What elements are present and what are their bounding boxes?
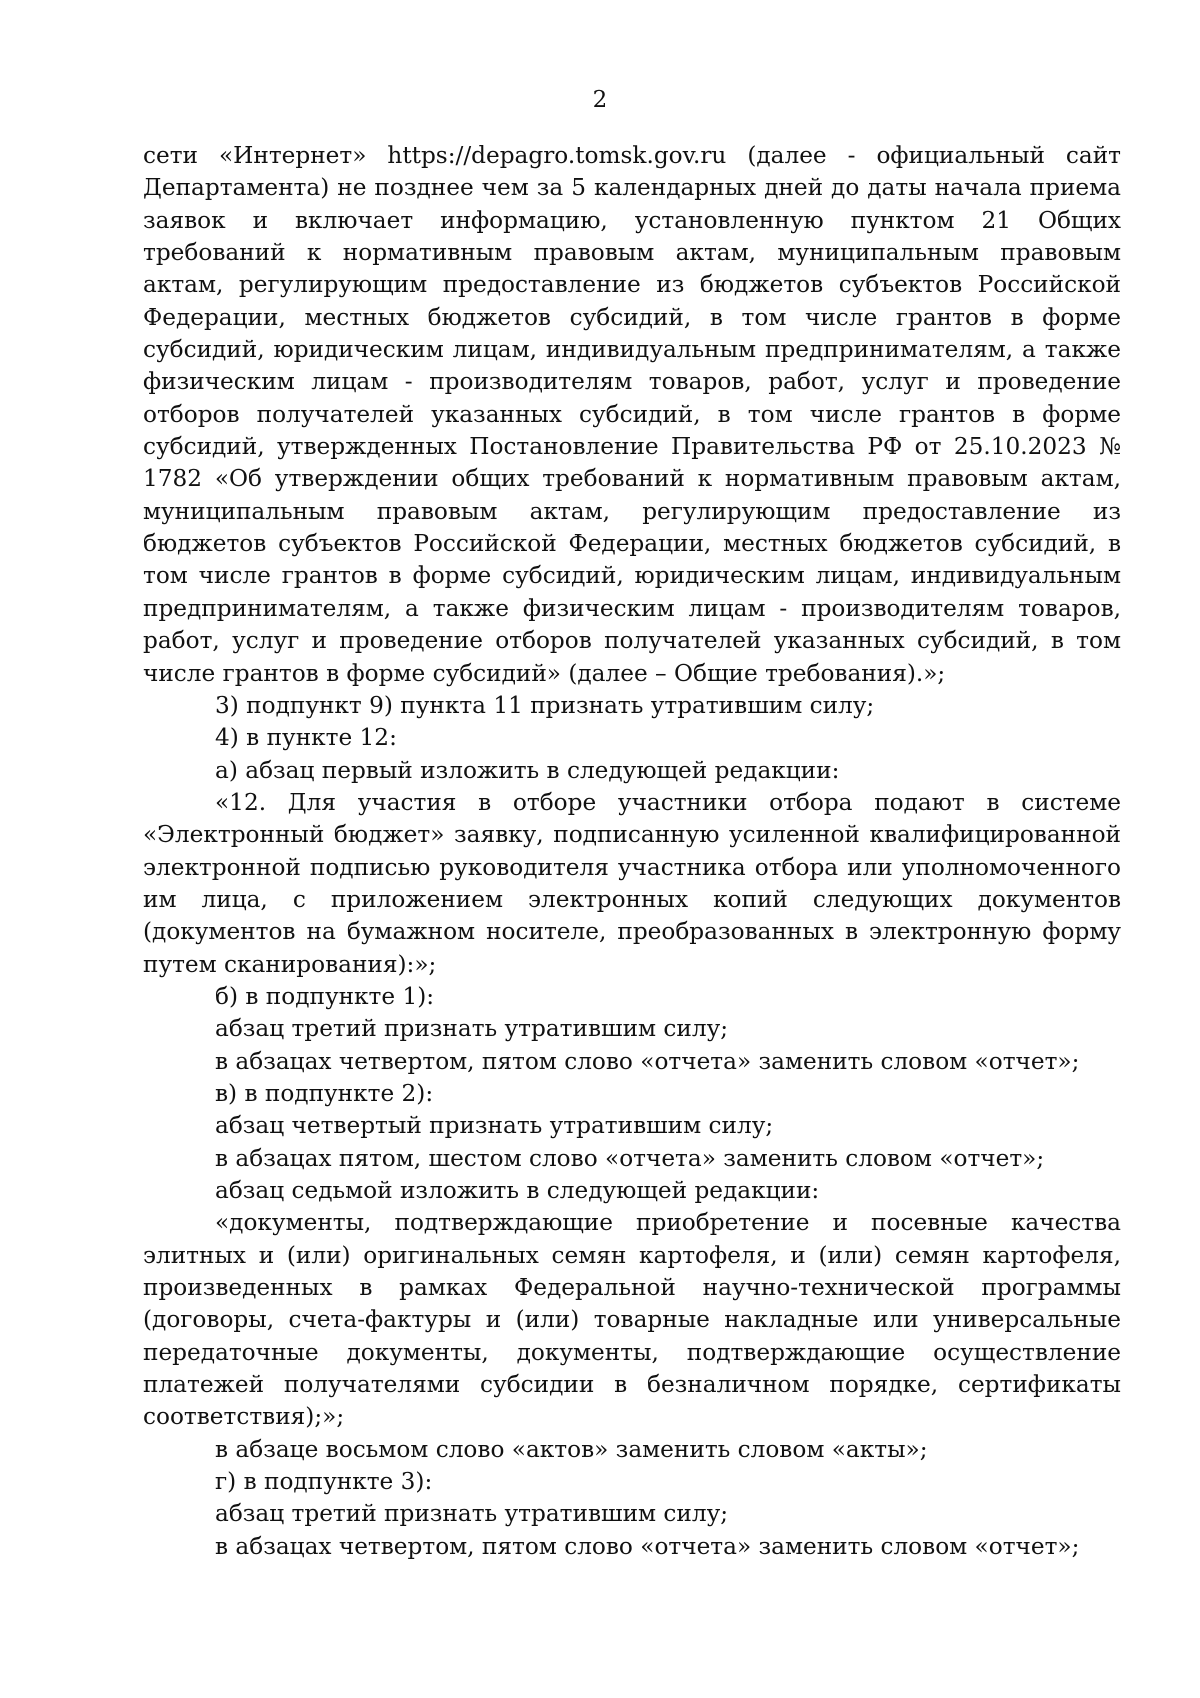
paragraph: сети «Интернет» https://depagro.tomsk.gov.ru (далее - официальный сайт Департамента) не позднее чем за 5 календарных дней до даты начала приема заявок и включает информацию, установленную пунктом 21 Общих требований к нормативным правовым актам, муниципальным правовым актам, регулирующим предоставление из бюджетов субъектов Российской Федерации, местных бюджетов субсидий, в том числе грантов в форме субсидий, юридическим лицам, индивидуальным предпринимателям, а также физическим лицам - производителям товаров, работ, услуг и проведение отборов получателей указанных субсидий, в том числе грантов в форме субсидий, утвержденных Постановление Правительства РФ от 25.10.2023 № 1782 «Об утверждении общих требований к нормативным правовым актам, муниципальным правовым актам, регулирующим предоставление из бюджетов субъектов Российской Федерации, местных бюджетов субсидий, в том числе грантов в форме субсидий, юридическим лицам, индивидуальным предпринимателям, а также физическим лицам - производителям товаров, работ, услуг и проведение отборов получателей указанных субсидий, в том числе грантов в форме субсидий» (далее – Общие требования).»; bbox=[143, 142, 1121, 687]
paragraph: 4) в пункте 12: bbox=[215, 724, 397, 752]
document-body bbox=[143, 140, 1121, 1563]
page-number: 2 bbox=[592, 87, 608, 113]
paragraph: в абзацах четвертом, пятом слово «отчета» заменить словом «отчет»; bbox=[215, 1047, 1080, 1075]
paragraph: абзац третий признать утратившим силу; bbox=[215, 1500, 729, 1528]
paragraph: «документы, подтверждающие приобретение и посевные качества элитных и (или) оригинальных семян картофеля, и (или) семян картофеля, произведенных в рамках Федеральной научно-технической программы (договоры, счета-фактуры и (или) товарные накладные или универсальные передаточные документы, документы, подтверждающие осуществление платежей получателями субсидии в безналичном порядке, сертификаты соответствия);»; bbox=[143, 1209, 1121, 1431]
paragraph: б) в подпункте 1): bbox=[215, 982, 435, 1010]
paragraph: в абзацах четвертом, пятом слово «отчета» заменить словом «отчет»; bbox=[215, 1532, 1080, 1560]
paragraph: в абзацах пятом, шестом слово «отчета» заменить словом «отчет»; bbox=[215, 1144, 1045, 1172]
paragraph: абзац третий признать утратившим силу; bbox=[215, 1015, 729, 1043]
paragraph: 3) подпункт 9) пункта 11 признать утратившим силу; bbox=[215, 691, 875, 719]
paragraph: абзац седьмой изложить в следующей редакции: bbox=[215, 1177, 820, 1204]
paragraph: в абзаце восьмом слово «актов» заменить словом «акты»; bbox=[215, 1435, 928, 1463]
paragraph: г) в подпункте 3): bbox=[215, 1468, 433, 1496]
paragraph: абзац четвертый признать утратившим силу; bbox=[215, 1112, 774, 1140]
paragraph: а) абзац первый изложить в следующей редакции: bbox=[215, 756, 840, 784]
paragraph: в) в подпункте 2): bbox=[215, 1079, 434, 1107]
paragraph: «12. Для участия в отборе участники отбора подают в системе «Электронный бюджет» заявку, подписанную усиленной квалифицированной электронной подписью руководителя участника отбора или уполномоченного им лица, с приложением электронных копий следующих документов (документов на бумажном носителе, преобразованных в электронную форму путем сканирования):»; bbox=[143, 788, 1121, 978]
